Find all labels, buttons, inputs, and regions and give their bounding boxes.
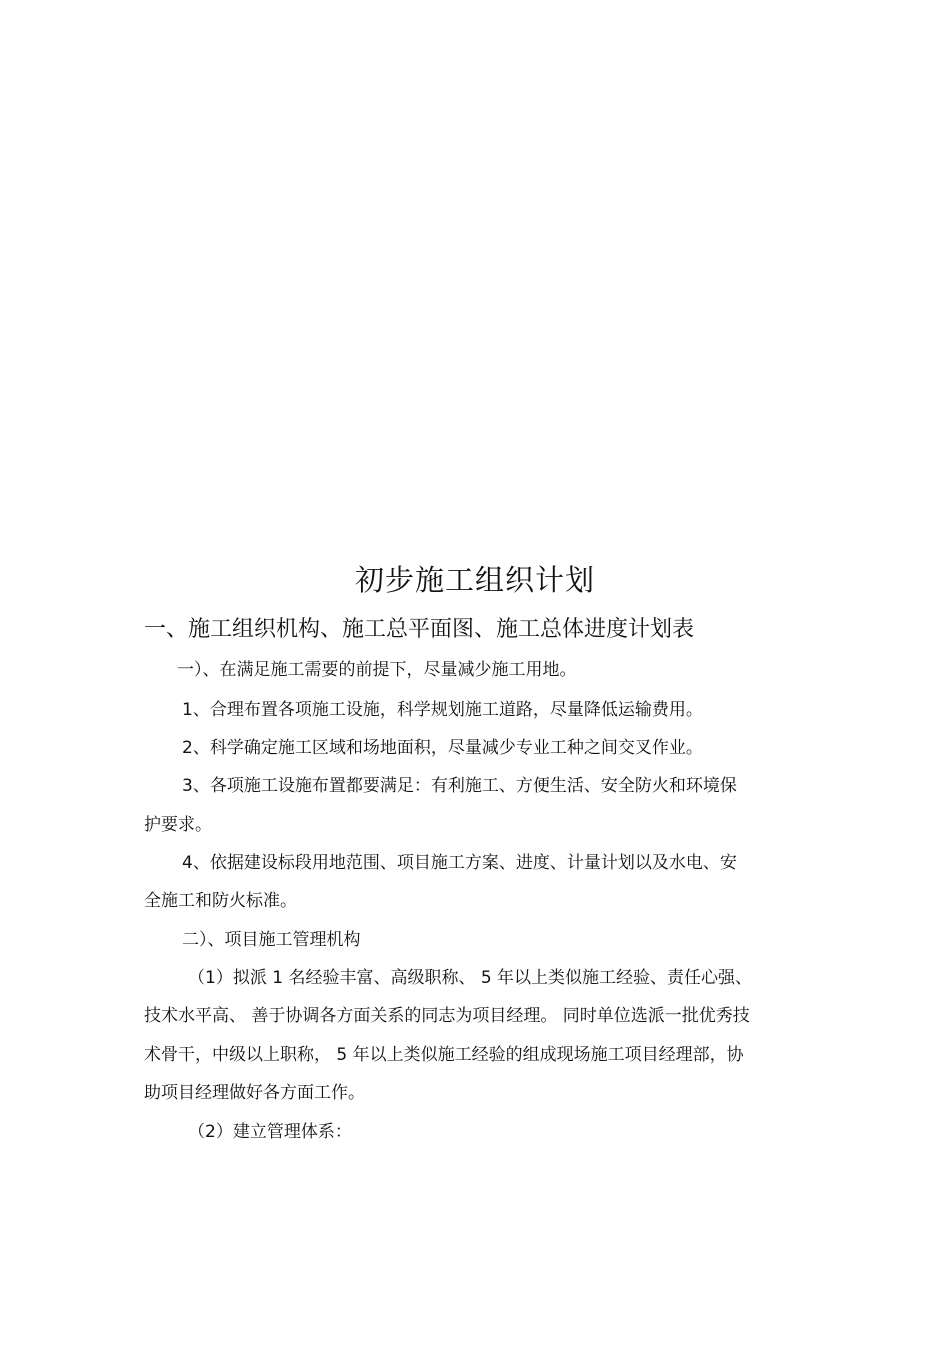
- section-heading: 一、施工组织机构、施工总平面图、施工总体进度计划表: [144, 617, 695, 642]
- paragraph-line: （1）拟派 1 名经验丰富、高级职称、 5 年以上类似施工经验、责任心强、: [188, 968, 753, 988]
- paragraph-line: 术骨干，中级以上职称， 5 年以上类似施工经验的组成现场施工项目经理部，协: [144, 1045, 744, 1065]
- paragraph-line: 4、依据建设标段用地范围、项目施工方案、进度、计量计划以及水电、安: [182, 853, 737, 873]
- paragraph-line: 二）、项目施工管理机构: [182, 930, 361, 950]
- paragraph-line: 技术水平高、 善于协调各方面关系的同志为项目经理。 同时单位选派一批优秀技: [144, 1006, 750, 1026]
- paragraph-line: 1、合理布置各项施工设施，科学规划施工道路，尽量降低运输费用。: [182, 700, 703, 720]
- paragraph-line: 护要求。: [144, 815, 212, 835]
- paragraph-line: 2、科学确定施工区域和场地面积，尽量减少专业工种之间交叉作业。: [182, 738, 703, 758]
- paragraph-line: （2）建立管理体系：: [188, 1122, 352, 1142]
- paragraph-line: 一）、在满足施工需要的前提下，尽量减少施工用地。: [177, 660, 577, 680]
- document-title: 初步施工组织计划: [354, 563, 595, 597]
- paragraph-line: 3、各项施工设施布置都要满足：有利施工、方便生活、安全防火和环境保: [182, 776, 737, 796]
- paragraph-line: 全施工和防火标准。: [144, 891, 297, 911]
- paragraph-line: 助项目经理做好各方面工作。: [144, 1083, 365, 1103]
